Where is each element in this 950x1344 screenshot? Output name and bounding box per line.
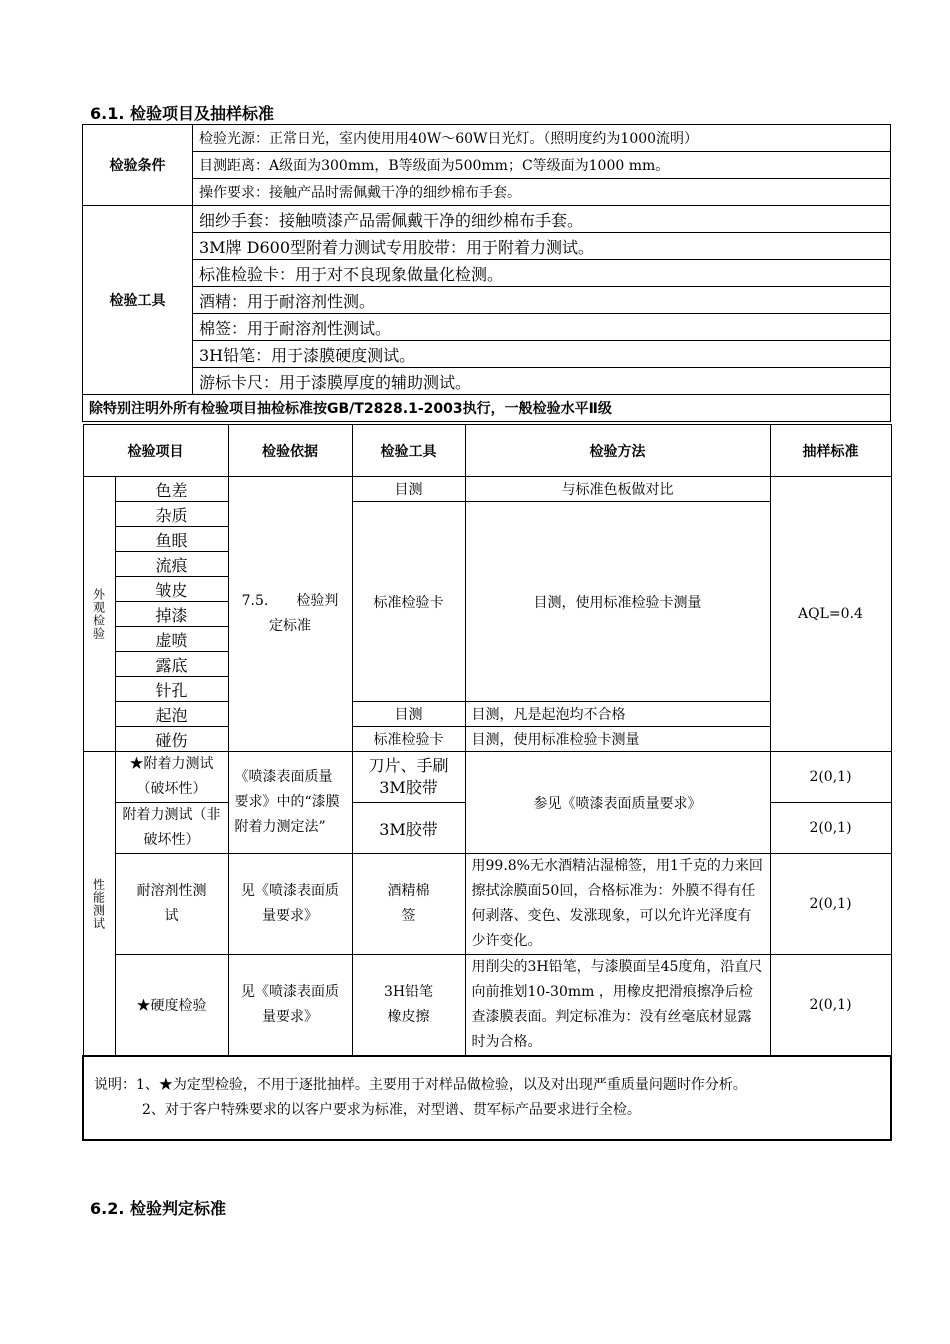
appearance-item: 杂质 [115, 502, 228, 527]
sampling-note: 除特别注明外所有检验项目抽检标准按GB/T2828.1-2003执行，一般检验水平Ⅱ级 [83, 395, 891, 422]
inspection-table [82, 424, 892, 1141]
tool-row: 酒精：用于耐溶剂性测。 [193, 287, 891, 314]
section-heading-6-1: 6.1. 检验项目及抽样标准 [90, 104, 274, 123]
hardness-tool: 3H铅笔橡皮擦 [352, 955, 465, 1057]
adhesion-method: 参见《喷漆表面质量要求》 [465, 752, 770, 854]
tool-row: 棉签：用于耐溶剂性测试。 [193, 314, 891, 341]
solvent-basis: 见《喷漆表面质量要求》 [228, 854, 352, 955]
appearance-sampling: AQL=0.4 [770, 477, 891, 752]
solvent-item: 耐溶剂性测试 [115, 854, 228, 955]
method-color: 与标准色板做对比 [465, 477, 770, 502]
section-heading-6-2: 6.2. 检验判定标准 [90, 1199, 226, 1218]
header-method: 检验方法 [465, 425, 770, 477]
notes-cell [83, 1056, 891, 1140]
hardness-sampling: 2(0,1) [770, 955, 891, 1057]
adhesion-basis: 《喷漆表面质量要求》中的“漆膜附着力测定法” [228, 752, 352, 854]
tools-label: 检验工具 [83, 206, 193, 395]
hardness-method: 用削尖的3H铅笔，与漆膜面呈45度角，沿直尺向前推划10-30mm ，用橡皮把滑痕擦净后检查漆膜表面。判定标准为：没有丝毫底材显露时为合格。 [465, 955, 770, 1057]
conditions-label: 检验条件 [83, 125, 193, 206]
conditions-tools-table [82, 124, 891, 422]
tool-visual-bubble: 目测 [352, 702, 465, 727]
header-basis: 检验依据 [228, 425, 352, 477]
solvent-tool: 酒精棉签 [352, 854, 465, 955]
method-bubble: 目测，凡是起泡均不合格 [465, 702, 770, 727]
tool-visual: 目测 [352, 477, 465, 502]
appearance-item: 针孔 [115, 677, 228, 702]
appearance-item: 色差 [115, 477, 228, 502]
note-line-1: 说明：1、★为定型检验，不用于逐批抽样。主要用于对样品做检验，以及对出现严重质量问题时作分析。 [94, 1077, 747, 1093]
method-card: 目测，使用标准检验卡测量 [465, 502, 770, 702]
note-line-2: 2、对于客户特殊要求的以客户要求为标准，对型谱、贯军标产品要求进行全检。 [142, 1102, 641, 1118]
solvent-method: 用99.8%无水酒精沾湿棉签，用1千克的力来回擦拭涂膜面50回，合格标准为：外膜不得有任何剥落、变色、发涨现象，可以允许光泽度有少许变化。 [465, 854, 770, 955]
condition-row: 操作要求：接触产品时需佩戴干净的细纱棉布手套。 [193, 179, 891, 206]
adhesion-tool-2: 3M胶带 [352, 803, 465, 854]
condition-row: 目测距离：A级面为300mm，B等级面为500mm；C等级面为1000 mm。 [193, 152, 891, 179]
appearance-item: 鱼眼 [115, 527, 228, 552]
adhesion-nondestructive: 附着力测试（非破坏性） [115, 803, 228, 854]
header-sampling: 抽样标准 [770, 425, 891, 477]
header-tool: 检验工具 [352, 425, 465, 477]
tool-row: 标准检验卡：用于对不良现象做量化检测。 [193, 260, 891, 287]
tool-card: 标准检验卡 [352, 502, 465, 702]
header-item: 检验项目 [83, 425, 228, 477]
appearance-item: 皱皮 [115, 577, 228, 602]
adhesion-sampling-2: 2(0,1) [770, 803, 891, 854]
appearance-item: 露底 [115, 652, 228, 677]
appearance-item: 虚喷 [115, 627, 228, 652]
condition-row: 检验光源：正常日光，室内使用用40W～60W日光灯。（照明度约为1000流明） [193, 125, 891, 152]
hardness-basis: 见《喷漆表面质量要求》 [228, 955, 352, 1057]
adhesion-tool-1: 刀片、手刷3M胶带 [352, 752, 465, 803]
tool-card-bruise: 标准检验卡 [352, 727, 465, 752]
appearance-item: 掉漆 [115, 602, 228, 627]
adhesion-sampling-1: 2(0,1) [770, 752, 891, 803]
appearance-item: 碰伤 [115, 727, 228, 752]
tool-row: 3H铅笔：用于漆膜硬度测试。 [193, 341, 891, 368]
appearance-basis: 7.5. 检验判定标准 [228, 477, 352, 752]
adhesion-destructive: ★附着力测试（破坏性） [115, 752, 228, 803]
appearance-group-label: 外观检验 [83, 477, 115, 752]
hardness-item: ★硬度检验 [115, 955, 228, 1057]
tool-row: 游标卡尺：用于漆膜厚度的辅助测试。 [193, 368, 891, 395]
tool-row: 3M牌 D600型附着力测试专用胶带：用于附着力测试。 [193, 233, 891, 260]
appearance-item: 起泡 [115, 702, 228, 727]
tool-row: 细纱手套：接触喷漆产品需佩戴干净的细纱棉布手套。 [193, 206, 891, 233]
appearance-item: 流痕 [115, 552, 228, 577]
performance-group-label: 性能测试 [83, 752, 115, 1057]
method-bruise: 目测，使用标准检验卡测量 [465, 727, 770, 752]
solvent-sampling: 2(0,1) [770, 854, 891, 955]
